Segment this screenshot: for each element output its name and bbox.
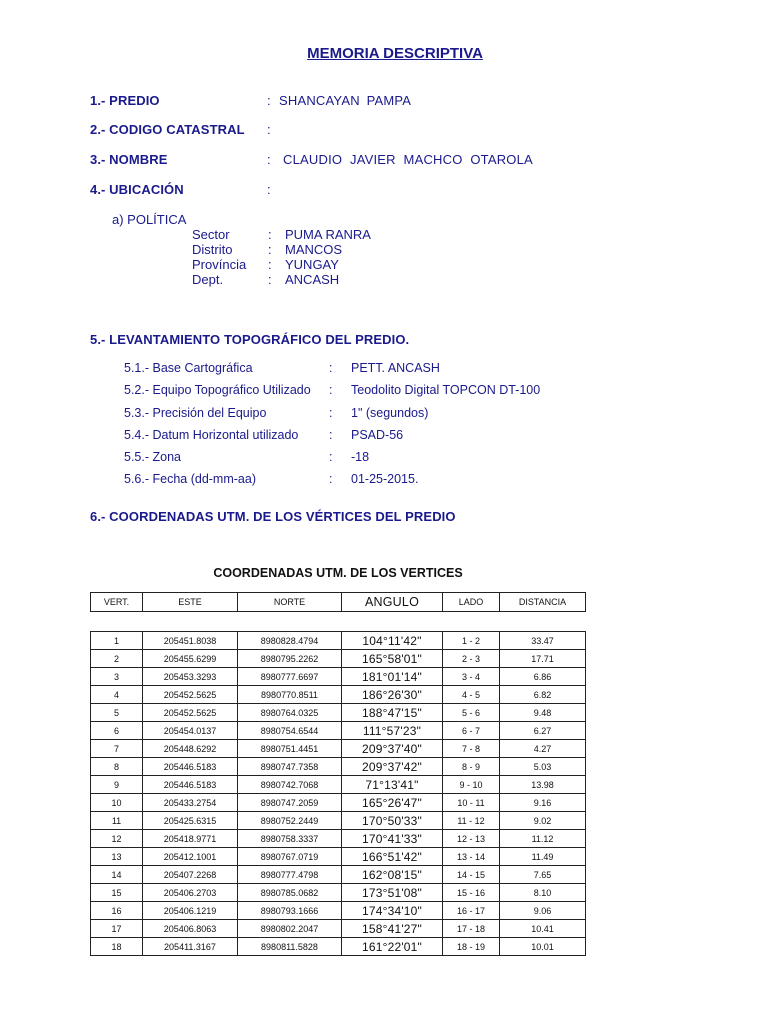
table-row [91,722,586,740]
angulo-cell: 188°47'15" [342,704,443,722]
table-header-row [91,593,586,612]
angulo-cell: 158°41'27" [342,920,443,938]
precision-label: 5.3.- Precisión del Equipo [124,406,267,420]
vert-cell: 16 [91,902,143,920]
este-cell: 205452.5625 [143,704,238,722]
table-row [91,902,586,920]
norte-cell: 8980777.6697 [238,668,342,686]
distancia-cell: 6.86 [500,668,586,686]
distancia-cell: 10.01 [500,938,586,956]
lado-cell: 10 - 11 [443,794,500,812]
vert-cell: 4 [91,686,143,704]
distancia-cell: 7.65 [500,866,586,884]
angulo-cell: 166°51'42" [342,848,443,866]
este-cell: 205452.5625 [143,686,238,704]
distancia-cell: 8.10 [500,884,586,902]
vert-cell: 2 [91,650,143,668]
distancia-cell: 5.03 [500,758,586,776]
distancia-cell: 9.02 [500,812,586,830]
vert-cell: 15 [91,884,143,902]
angulo-cell: 174°34'10" [342,902,443,920]
base-cartografica-value: PETT. ANCASH [351,361,440,375]
distrito-label: Distrito [192,242,233,257]
codigo-catastral-label: 2.- CODIGO CATASTRAL [90,122,245,137]
table-row [91,884,586,902]
norte-cell: 8980767.0719 [238,848,342,866]
distancia-cell: 11.49 [500,848,586,866]
vert-cell: 6 [91,722,143,740]
distancia-cell: 9.06 [500,902,586,920]
nombre-label: 3.- NOMBRE [90,152,168,167]
table-row [91,830,586,848]
nombre-colon: : [267,152,271,167]
norte-cell: 8980770.8511 [238,686,342,704]
este-cell: 205411.3167 [143,938,238,956]
header-distancia: DISTANCIA [500,593,586,612]
nombre-value: CLAUDIO JAVIER MACHCO OTAROLA [283,152,533,167]
este-cell: 205406.1219 [143,902,238,920]
este-cell: 205406.8063 [143,920,238,938]
norte-cell: 8980758.3337 [238,830,342,848]
lado-cell: 18 - 19 [443,938,500,956]
este-cell: 205451.8038 [143,632,238,650]
zona-value: -18 [351,450,370,464]
lado-cell: 8 - 9 [443,758,500,776]
coordinates-data-table [90,631,586,956]
angulo-cell: 111°57'23" [342,722,443,740]
distancia-cell: 9.16 [500,794,586,812]
table-row [91,812,586,830]
datum-value: PSAD-56 [351,428,404,442]
table-row [91,668,586,686]
ubicacion-colon: : [267,182,271,197]
lado-cell: 17 - 18 [443,920,500,938]
table-row [91,866,586,884]
codigo-catastral-colon: : [267,122,271,137]
este-cell: 205407.2268 [143,866,238,884]
distancia-cell: 33.47 [500,632,586,650]
distancia-cell: 10.41 [500,920,586,938]
este-cell: 205446.5183 [143,758,238,776]
angulo-cell: 209°37'40" [342,740,443,758]
norte-cell: 8980752.2449 [238,812,342,830]
table-row [91,794,586,812]
sector-value: PUMA RANRA [285,227,371,242]
lado-cell: 16 - 17 [443,902,500,920]
dept-label: Dept. [192,272,224,287]
lado-cell: 11 - 12 [443,812,500,830]
lado-cell: 7 - 8 [443,740,500,758]
lado-cell: 5 - 6 [443,704,500,722]
vert-cell: 3 [91,668,143,686]
angulo-cell: 165°26'47" [342,794,443,812]
fecha-label: 5.6.- Fecha (dd-mm-aa) [124,472,256,486]
vert-cell: 1 [91,632,143,650]
lado-cell: 6 - 7 [443,722,500,740]
vert-cell: 8 [91,758,143,776]
base-cartografica-colon: : [329,361,333,375]
vert-cell: 7 [91,740,143,758]
fecha-value: 01-25-2015. [351,472,419,486]
sector-label: Sector [192,227,230,242]
lado-cell: 3 - 4 [443,668,500,686]
zona-colon: : [329,450,333,464]
datum-label: 5.4.- Datum Horizontal utilizado [124,428,299,442]
distrito-value: MANCOS [285,242,343,257]
table-row [91,632,586,650]
predio-value: SHANCAYAN PAMPA [279,93,412,108]
norte-cell: 8980811.5828 [238,938,342,956]
angulo-cell: 170°50'33" [342,812,443,830]
norte-cell: 8980747.2059 [238,794,342,812]
page-title: MEMORIA DESCRIPTIVA [307,45,483,62]
table-row [91,650,586,668]
distrito-colon: : [268,242,272,257]
vert-cell: 14 [91,866,143,884]
norte-cell: 8980764.0325 [238,704,342,722]
coordenadas-heading: 6.- COORDENADAS UTM. DE LOS VÉRTICES DEL PREDIO [90,509,456,524]
lado-cell: 9 - 10 [443,776,500,794]
levantamiento-heading: 5.- LEVANTAMIENTO TOPOGRÁFICO DEL PREDIO. [90,332,410,347]
este-cell: 205425.6315 [143,812,238,830]
provincia-label: Província [192,257,247,272]
equipo-label: 5.2.- Equipo Topográfico Utilizado [124,383,311,397]
angulo-cell: 170°41'33" [342,830,443,848]
header-este: ESTE [143,593,238,612]
provincia-colon: : [268,257,272,272]
table-title: COORDENADAS UTM. DE LOS VERTICES [213,566,463,580]
zona-label: 5.5.- Zona [124,450,181,464]
table-row [91,938,586,956]
este-cell: 205412.1001 [143,848,238,866]
angulo-cell: 209°37'42" [342,758,443,776]
table-row [91,758,586,776]
distancia-cell: 4.27 [500,740,586,758]
vert-cell: 13 [91,848,143,866]
lado-cell: 14 - 15 [443,866,500,884]
table-row [91,686,586,704]
distancia-cell: 11.12 [500,830,586,848]
lado-cell: 4 - 5 [443,686,500,704]
dept-colon: : [268,272,272,287]
norte-cell: 8980751.4451 [238,740,342,758]
este-cell: 205448.6292 [143,740,238,758]
table-row [91,704,586,722]
datum-colon: : [329,428,333,442]
header-vert: VERT. [91,593,143,612]
vert-cell: 9 [91,776,143,794]
vert-cell: 17 [91,920,143,938]
vert-cell: 18 [91,938,143,956]
header-lado: LADO [443,593,500,612]
lado-cell: 1 - 2 [443,632,500,650]
vert-cell: 12 [91,830,143,848]
angulo-cell: 161°22'01" [342,938,443,956]
angulo-cell: 186°26'30" [342,686,443,704]
table-row [91,848,586,866]
precision-value: 1" (segundos) [351,406,429,420]
norte-cell: 8980828.4794 [238,632,342,650]
precision-colon: : [329,406,333,420]
este-cell: 205453.3293 [143,668,238,686]
ubicacion-label: 4.- UBICACIÓN [90,182,184,197]
angulo-cell: 104°11'42" [342,632,443,650]
base-cartografica-label: 5.1.- Base Cartográfica [124,361,253,375]
este-cell: 205454.0137 [143,722,238,740]
lado-cell: 12 - 13 [443,830,500,848]
angulo-cell: 165°58'01" [342,650,443,668]
table-row [91,740,586,758]
provincia-value: YUNGAY [285,257,339,272]
dept-value: ANCASH [285,272,340,287]
predio-label: 1.- PREDIO [90,93,160,108]
sector-colon: : [268,227,272,242]
vert-cell: 10 [91,794,143,812]
vert-cell: 11 [91,812,143,830]
angulo-cell: 162°08'15" [342,866,443,884]
este-cell: 205446.5183 [143,776,238,794]
table-row [91,776,586,794]
norte-cell: 8980802.2047 [238,920,342,938]
norte-cell: 8980742.7068 [238,776,342,794]
header-angulo: ANGULO [342,593,443,612]
norte-cell: 8980785.0682 [238,884,342,902]
distancia-cell: 6.27 [500,722,586,740]
norte-cell: 8980777.4798 [238,866,342,884]
angulo-cell: 173°51'08" [342,884,443,902]
distancia-cell: 13.98 [500,776,586,794]
este-cell: 205455.6299 [143,650,238,668]
table-row [91,920,586,938]
politica-label: a) POLÍTICA [112,212,187,227]
fecha-colon: : [329,472,333,486]
coordinates-header-table [90,592,586,612]
lado-cell: 2 - 3 [443,650,500,668]
norte-cell: 8980754.6544 [238,722,342,740]
norte-cell: 8980793.1666 [238,902,342,920]
angulo-cell: 71°13'41" [342,776,443,794]
lado-cell: 15 - 16 [443,884,500,902]
norte-cell: 8980795.2262 [238,650,342,668]
este-cell: 205433.2754 [143,794,238,812]
distancia-cell: 17.71 [500,650,586,668]
distancia-cell: 6.82 [500,686,586,704]
este-cell: 205406.2703 [143,884,238,902]
header-norte: NORTE [238,593,342,612]
angulo-cell: 181°01'14" [342,668,443,686]
vert-cell: 5 [91,704,143,722]
equipo-colon: : [329,383,333,397]
este-cell: 205418.9771 [143,830,238,848]
predio-colon: : [267,93,271,108]
norte-cell: 8980747.7358 [238,758,342,776]
lado-cell: 13 - 14 [443,848,500,866]
equipo-value: Teodolito Digital TOPCON DT-100 [351,383,541,397]
distancia-cell: 9.48 [500,704,586,722]
